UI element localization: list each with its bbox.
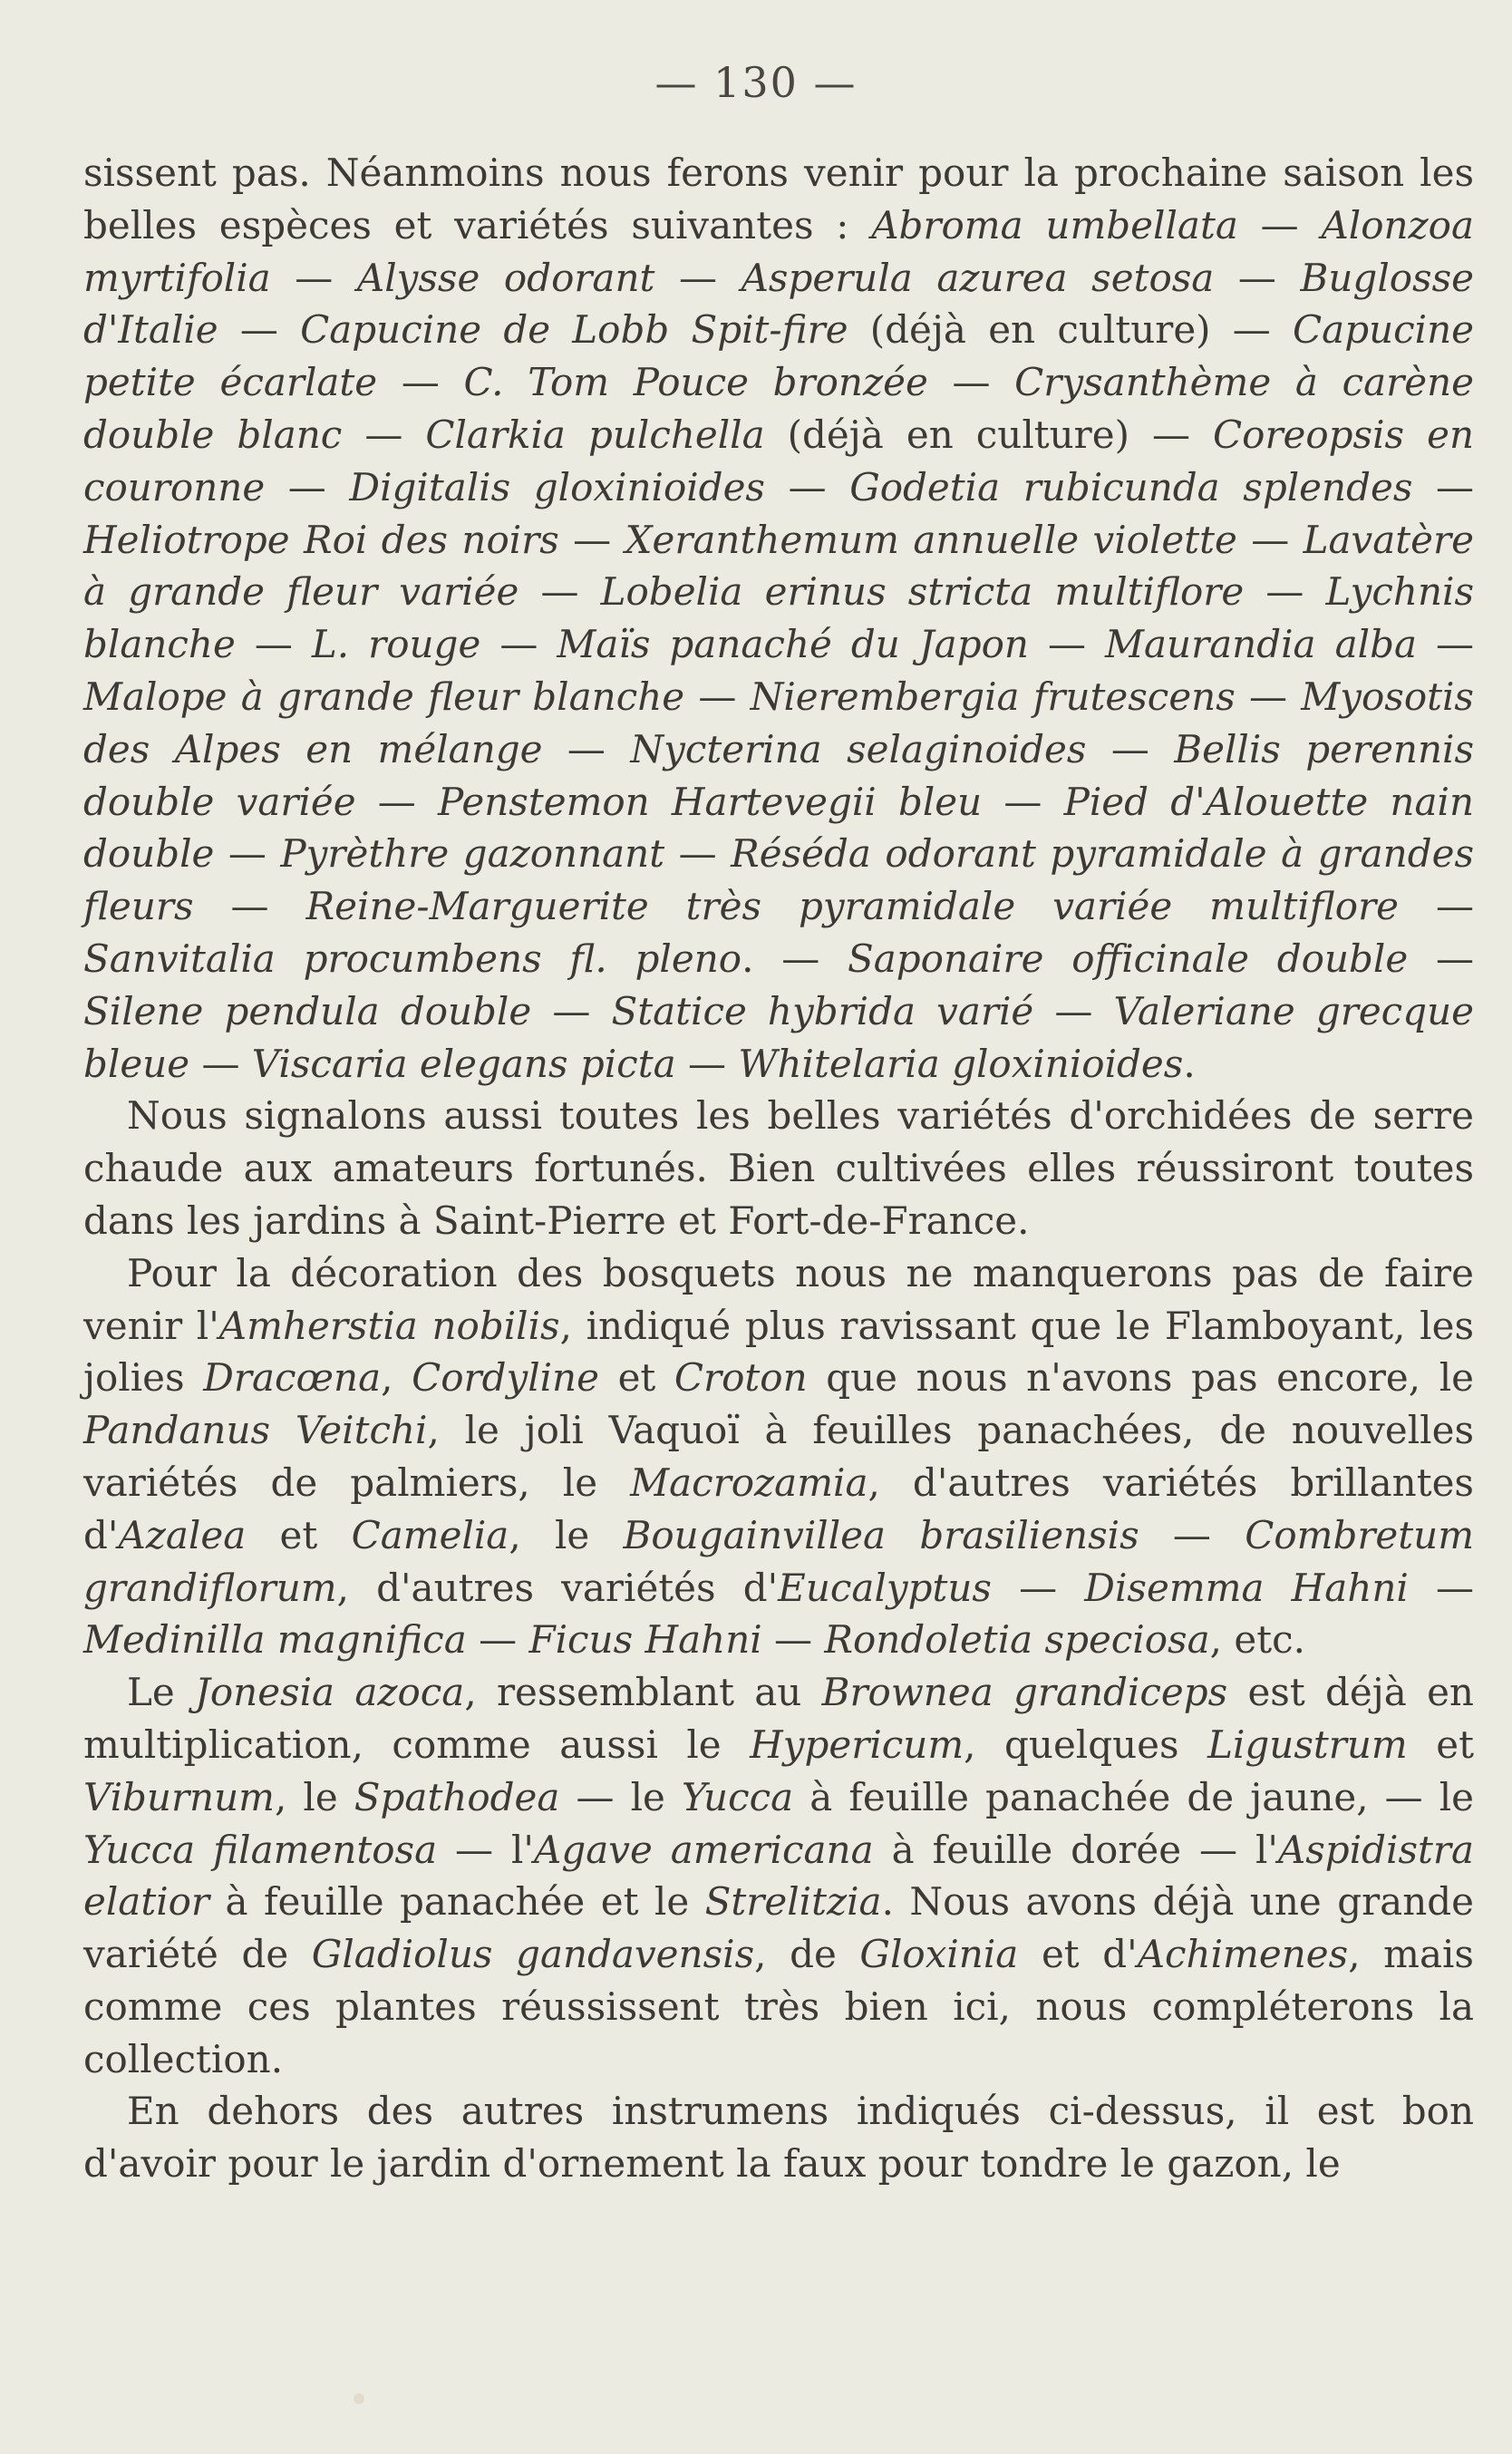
text-run: — — [1412, 464, 1474, 509]
italic-term: Medinilla magnifica — [83, 1617, 467, 1663]
italic-term: Eucalyptus — [778, 1565, 992, 1610]
italic-term: Réséda odorant pyramidale à grandes fleurs — [83, 831, 1474, 929]
paper-stain — [354, 2393, 364, 2404]
italic-term: Combretum grandiflorum — [83, 1512, 1475, 1610]
paragraph-instruments — [83, 2085, 1474, 2190]
text-run: — — [377, 360, 464, 405]
italic-term: Disemma Hahni — [1084, 1565, 1409, 1610]
italic-term: Reine-Marguerite très pyramidale variée multiflore — [305, 884, 1400, 929]
italic-term: Buglosse d'Italie — [83, 255, 1474, 353]
italic-term: Clarkia pulchella — [425, 412, 765, 457]
text-run: sissent pas. Néanmoins nous ferons venir pour la prochaine saison les belles espèces et variétés suivantes : — [83, 150, 1474, 247]
italic-term: Ficus Hahni — [528, 1617, 762, 1663]
text-run: et — [246, 1512, 352, 1557]
text-run: et d' — [1018, 1932, 1138, 1977]
paragraph-orchids — [83, 1090, 1474, 1246]
text-run: — — [480, 622, 557, 667]
italic-term: L. rouge — [311, 622, 481, 667]
text-run: , — [381, 1355, 412, 1401]
text-run: — — [927, 360, 1015, 405]
text-run: , etc. — [1209, 1617, 1305, 1663]
italic-term: Whitelaria gloxinioides — [738, 1041, 1184, 1086]
italic-term: Abroma umbellata — [871, 202, 1238, 247]
text-run: , mais comme ces plantes réussissent très bien ici, nous compléterons la collection. — [83, 1932, 1474, 2081]
italic-term: Myosotis des Alpes en mélange — [83, 674, 1474, 771]
italic-term: Malope à grande fleur blanche — [83, 674, 685, 719]
italic-term: Lavatère à grande fleur variée — [83, 517, 1474, 615]
text-run: , le — [274, 1774, 354, 1819]
italic-term: Gladiolus gandavensis — [311, 1932, 755, 1977]
paragraph-plant-list — [83, 147, 1474, 1090]
italic-term: Strelitzia — [704, 1879, 882, 1925]
italic-term: Macrozamia — [630, 1460, 868, 1505]
italic-term: Croton — [674, 1355, 808, 1401]
text-run: — — [1408, 936, 1474, 981]
text-run: — — [1033, 988, 1114, 1033]
text-run: . Nous avons déjà une grande variété de — [83, 1879, 1474, 1977]
italic-term: Crysanthème à carène double blanc — [83, 360, 1475, 457]
text-run: — — [355, 779, 438, 824]
text-run: — — [1408, 1565, 1475, 1610]
italic-term: Rondoletia speciosa — [824, 1617, 1210, 1663]
italic-term: Yucca — [681, 1774, 794, 1819]
italic-term: Agave americana — [533, 1827, 874, 1872]
text-run: , le joli Vaquoï à feuilles panachées, de nouvelles variétés de palmiers, le — [83, 1408, 1475, 1505]
italic-term: Xeranthemum annuelle violette — [625, 517, 1237, 562]
text-run: (déjà en culture) — — [764, 412, 1214, 457]
text-run: — — [1237, 202, 1322, 247]
text-run: — — [1235, 674, 1302, 719]
italic-term: Statice hybrida varié — [611, 988, 1034, 1033]
italic-term: Nycterina selaginoides — [630, 726, 1087, 771]
italic-term: Sanvitalia procumbens fl. pleno — [83, 936, 742, 981]
italic-term: Ligustrum — [1207, 1722, 1408, 1767]
text-run: — le — [559, 1774, 682, 1819]
text-run: — — [235, 622, 312, 667]
italic-term: Alysse odorant — [356, 255, 655, 300]
text-run: — — [193, 884, 306, 929]
text-run: — — [684, 674, 751, 719]
text-run: — — [764, 464, 850, 509]
italic-term: Bellis perennis double variée — [83, 726, 1475, 824]
italic-term: Brownea grandiceps — [821, 1670, 1228, 1715]
text-run: — — [265, 464, 350, 509]
text-run: . — [1183, 1041, 1196, 1086]
italic-term: Godetia rubicunda splendes — [849, 464, 1413, 509]
italic-term: Camelia — [351, 1512, 509, 1557]
text-run: — — [189, 1041, 252, 1086]
italic-term: Maurandia alba — [1104, 622, 1418, 667]
italic-term: Nierembergia frutescens — [750, 674, 1236, 719]
italic-term: Capucine de Lobb Spit-fire — [300, 307, 848, 353]
text-run: — — [270, 255, 357, 300]
text-run: — — [1214, 255, 1301, 300]
paragraph-bosquets — [83, 1247, 1474, 1666]
text-run: — — [1417, 622, 1475, 667]
text-run: — — [1086, 726, 1175, 771]
italic-term: Heliotrope Roi des noirs — [83, 517, 559, 562]
text-run: et — [598, 1355, 674, 1401]
italic-term: Viscaria elegans picta — [251, 1041, 676, 1086]
text-run: , indiqué plus ravissant que le Flamboyant, les jolies — [83, 1303, 1475, 1401]
text-run: , ressemblant au — [464, 1670, 822, 1715]
text-run: à feuille dorée — l' — [873, 1827, 1278, 1872]
text-run: — l' — [437, 1827, 534, 1872]
italic-term: Pyrèthre gazonnant — [280, 831, 665, 877]
italic-term: Gloxinia — [859, 1932, 1019, 1977]
text-run: Pour la décoration des bosquets nous ne manquerons pas de faire venir l' — [83, 1250, 1474, 1348]
body-text — [83, 147, 1474, 2190]
italic-term: Aspidistra elatior — [83, 1827, 1474, 1925]
text-run: — — [218, 307, 301, 353]
page-number: — 130 — — [654, 58, 858, 107]
italic-term: C. Tom Pouce bronzée — [463, 360, 928, 405]
text-run: , d'autres variétés brillantes d' — [83, 1460, 1474, 1557]
italic-term: Pandanus Veitchi — [83, 1408, 428, 1453]
italic-term: Maïs panaché du Japon — [557, 622, 1029, 667]
italic-term: Lychnis blanche — [83, 569, 1475, 667]
text-run: , de — [754, 1932, 860, 1977]
paragraph-jonesia — [83, 1666, 1474, 2085]
text-run: , d'autres variétés d' — [336, 1565, 779, 1610]
italic-term: Yucca filamentosa — [83, 1827, 438, 1872]
text-run: , le — [509, 1512, 624, 1557]
text-run: et — [1407, 1722, 1474, 1767]
text-run: est déjà en multiplication, comme aussi le — [83, 1670, 1474, 1767]
text-run: que nous n'avons pas encore, le — [807, 1355, 1475, 1401]
italic-term: Hypericum — [750, 1722, 964, 1767]
text-run: — — [761, 1617, 825, 1663]
text-run: — — [664, 831, 732, 877]
text-run: à feuille panachée et le — [209, 1879, 705, 1925]
text-run: — — [675, 1041, 739, 1086]
text-run: — — [982, 779, 1064, 824]
text-run: En dehors des autres instrumens indiqués ci-dessus, il est bon d'avoir pour le jardin d'ornement la faux pour tondre le gazon, le — [83, 2089, 1474, 2187]
italic-term: Saponaire officinale double — [847, 936, 1409, 981]
italic-term: Capucine petite écarlate — [83, 307, 1474, 405]
italic-term: Coreopsis en couronne — [83, 412, 1474, 509]
text-run: — — [531, 988, 612, 1033]
italic-term: Achimenes — [1137, 1932, 1349, 1977]
text-run: — — [542, 726, 631, 771]
text-run: à feuille panachée de jaune, — le — [793, 1774, 1474, 1819]
text-run: — — [654, 255, 741, 300]
text-run: — — [1139, 1512, 1245, 1557]
italic-term: Cordyline — [412, 1355, 599, 1401]
italic-term: Azalea — [118, 1512, 247, 1557]
italic-term: Silene pendula double — [83, 988, 532, 1033]
text-run: — — [342, 412, 426, 457]
text-run: . — — [741, 936, 848, 981]
text-run: , quelques — [964, 1722, 1208, 1767]
italic-term: Penstemon Hartevegii bleu — [438, 779, 983, 824]
italic-term: Digitalis gloxinioides — [349, 464, 765, 509]
italic-term: Amherstia nobilis — [218, 1303, 560, 1348]
italic-term: Viburnum — [83, 1774, 275, 1819]
text-run: — — [991, 1565, 1085, 1610]
italic-term: Asperula azurea setosa — [741, 255, 1215, 300]
text-run: — — [519, 569, 601, 615]
italic-term: Pied d'Alouette nain double — [83, 779, 1474, 877]
text-run: (déjà en culture) — — [848, 307, 1294, 353]
italic-term: Spathodea — [354, 1774, 560, 1819]
italic-term: Dracœna — [203, 1355, 382, 1401]
text-run: — — [1236, 517, 1304, 562]
text-run: — — [1028, 622, 1105, 667]
text-run: — — [558, 517, 625, 562]
text-run: — — [1399, 884, 1474, 929]
italic-term: Lobelia erinus stricta multiflore — [600, 569, 1245, 615]
text-run: — — [1244, 569, 1326, 615]
italic-term: Alonzoa myrtifolia — [83, 202, 1474, 300]
italic-term: Bougainvillea brasiliensis — [623, 1512, 1139, 1557]
text-run: Le — [127, 1670, 196, 1715]
italic-term: Jonesia azoca — [195, 1670, 465, 1715]
text-run: Nous signalons aussi toutes les belles variétés d'orchidées de serre chaude aux amateurs fortunés. Bien cultivées elles réussiront toutes dans les jardins à Saint-Pierre et Fort-de-France. — [83, 1093, 1474, 1243]
text-run: — — [214, 831, 281, 877]
text-run: — — [466, 1617, 529, 1663]
italic-term: Valeriane grecque bleue — [83, 988, 1474, 1086]
